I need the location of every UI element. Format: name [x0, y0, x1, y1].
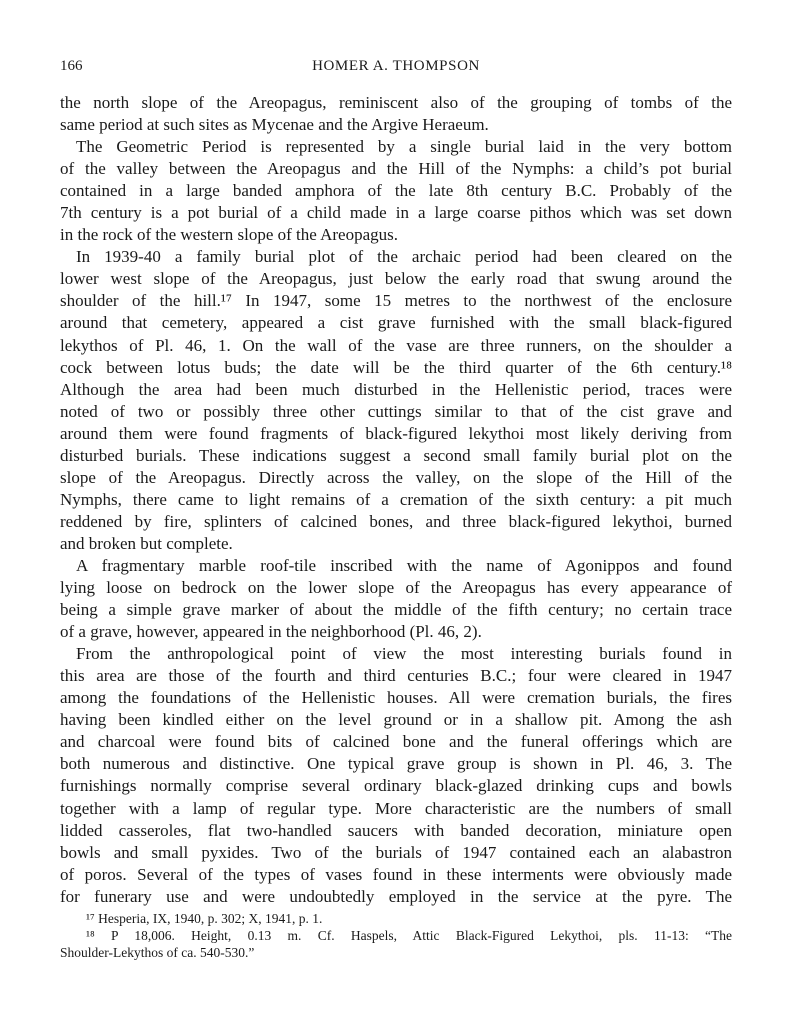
text-line: having been kindled either on the level ground or in a shallow pit. Among the ash	[60, 710, 732, 730]
text-line: 7th century is a pot burial of a child made in a large coarse pithos which was set down	[60, 203, 732, 223]
text-line: both numerous and distinctive. One typical grave group is shown in Pl. 46, 3. The	[60, 754, 732, 774]
text-line: of the valley between the Areopagus and the Hill of the Nymphs: a child’s pot burial	[60, 159, 732, 179]
text-line: noted of two or possibly three other cuttings similar to that of the cist grave and	[60, 401, 732, 421]
text-line: in the rock of the western slope of the Areopagus.	[60, 225, 399, 245]
text-line: In 1939-40 a family burial plot of the archaic period had been cleared on the	[76, 247, 732, 267]
page-number: 166	[60, 58, 83, 74]
text-line: lower west slope of the Areopagus, just below the early road that swung around the	[60, 269, 732, 289]
text-line: of a grave, however, appeared in the neighborhood (Pl. 46, 2).	[60, 622, 482, 642]
body-text	[60, 92, 732, 908]
text-line: together with a lamp of regular type. More characteristic are the numbers of small	[60, 798, 732, 818]
text-line: around that cemetery, appeared a cist grave furnished with the small black-figured	[60, 313, 732, 333]
text-line: cock between lotus buds; the date will be the third quarter of the 6th century.¹⁸	[60, 357, 732, 377]
footnote-17: ¹⁷ Hesperia, IX, 1940, p. 302; X, 1941, p. 1.	[86, 911, 323, 926]
page-header	[60, 58, 732, 80]
text-line: the north slope of the Areopagus, reminiscent also of the grouping of tombs of the	[60, 93, 732, 112]
text-line: Nymphs, there came to light remains of a cremation of the sixth century: a pit much	[60, 489, 732, 509]
text-line: lying loose on bedrock on the lower slope of the Areopagus has every appearance of	[60, 578, 732, 598]
text-line: lidded casseroles, flat two-handled saucers with banded decoration, miniature open	[60, 820, 732, 840]
text-line: and charcoal were found bits of calcined bone and the funeral offerings which are	[60, 732, 732, 752]
text-line: lekythos of Pl. 46, 1. On the wall of the vase are three runners, on the shoulder a	[60, 335, 732, 355]
text-line: for funerary use and were undoubtedly employed in the service at the pyre. The	[60, 886, 732, 906]
text-line: Although the area had been much disturbed in the Hellenistic period, traces were	[60, 379, 732, 399]
text-line: bowls and small pyxides. Two of the burials of 1947 contained each an alabastron	[60, 842, 732, 862]
text-line: reddened by fire, splinters of calcined bones, and three black-figured lekythoi, burned	[60, 511, 732, 531]
footnote-18-continued: Shoulder-Lekythos of ca. 540-530.”	[60, 945, 255, 960]
text-line: slope of the Areopagus. Directly across the valley, on the slope of the Hill of the	[60, 467, 732, 487]
text-line: among the foundations of the Hellenistic houses. All were cremation burials, the fires	[60, 688, 732, 708]
text-line: furnishings normally comprise several ordinary black-glazed drinking cups and bowls	[60, 776, 732, 796]
text-line: The Geometric Period is represented by a single burial laid in the very bottom	[76, 137, 732, 157]
text-line: of poros. Several of the types of vases found in these interments were obviously made	[60, 864, 732, 884]
text-line: A fragmentary marble roof-tile inscribed with the name of Agonippos and found	[76, 555, 732, 575]
text-line: shoulder of the hill.¹⁷ In 1947, some 15 metres to the northwest of the enclosure	[60, 291, 732, 311]
text-line: same period at such sites as Mycenae and the Argive Heraeum.	[60, 115, 489, 135]
text-line: contained in a large banded amphora of the late 8th century B.C. Probably of the	[60, 181, 732, 201]
text-line: this area are those of the fourth and third centuries B.C.; four were cleared in 1947	[60, 666, 732, 686]
text-line: and broken but complete.	[60, 533, 233, 553]
text-line: around them were found fragments of black-figured lekythoi most likely deriving from	[60, 423, 732, 443]
footnote-18: ¹⁸ P 18,006. Height, 0.13 m. Cf. Haspels, Attic Black-Figured Lekythoi, pls. 11-13: “The	[86, 928, 732, 943]
text-line: disturbed burials. These indications suggest a second small family burial plot on the	[60, 445, 732, 465]
text-line: being a simple grave marker of about the middle of the fifth century; no certain trace	[60, 600, 732, 620]
running-head: HOMER A. THOMPSON	[312, 58, 480, 74]
footnotes	[60, 910, 732, 961]
text-line: From the anthropological point of view the most interesting burials found in	[76, 644, 732, 664]
